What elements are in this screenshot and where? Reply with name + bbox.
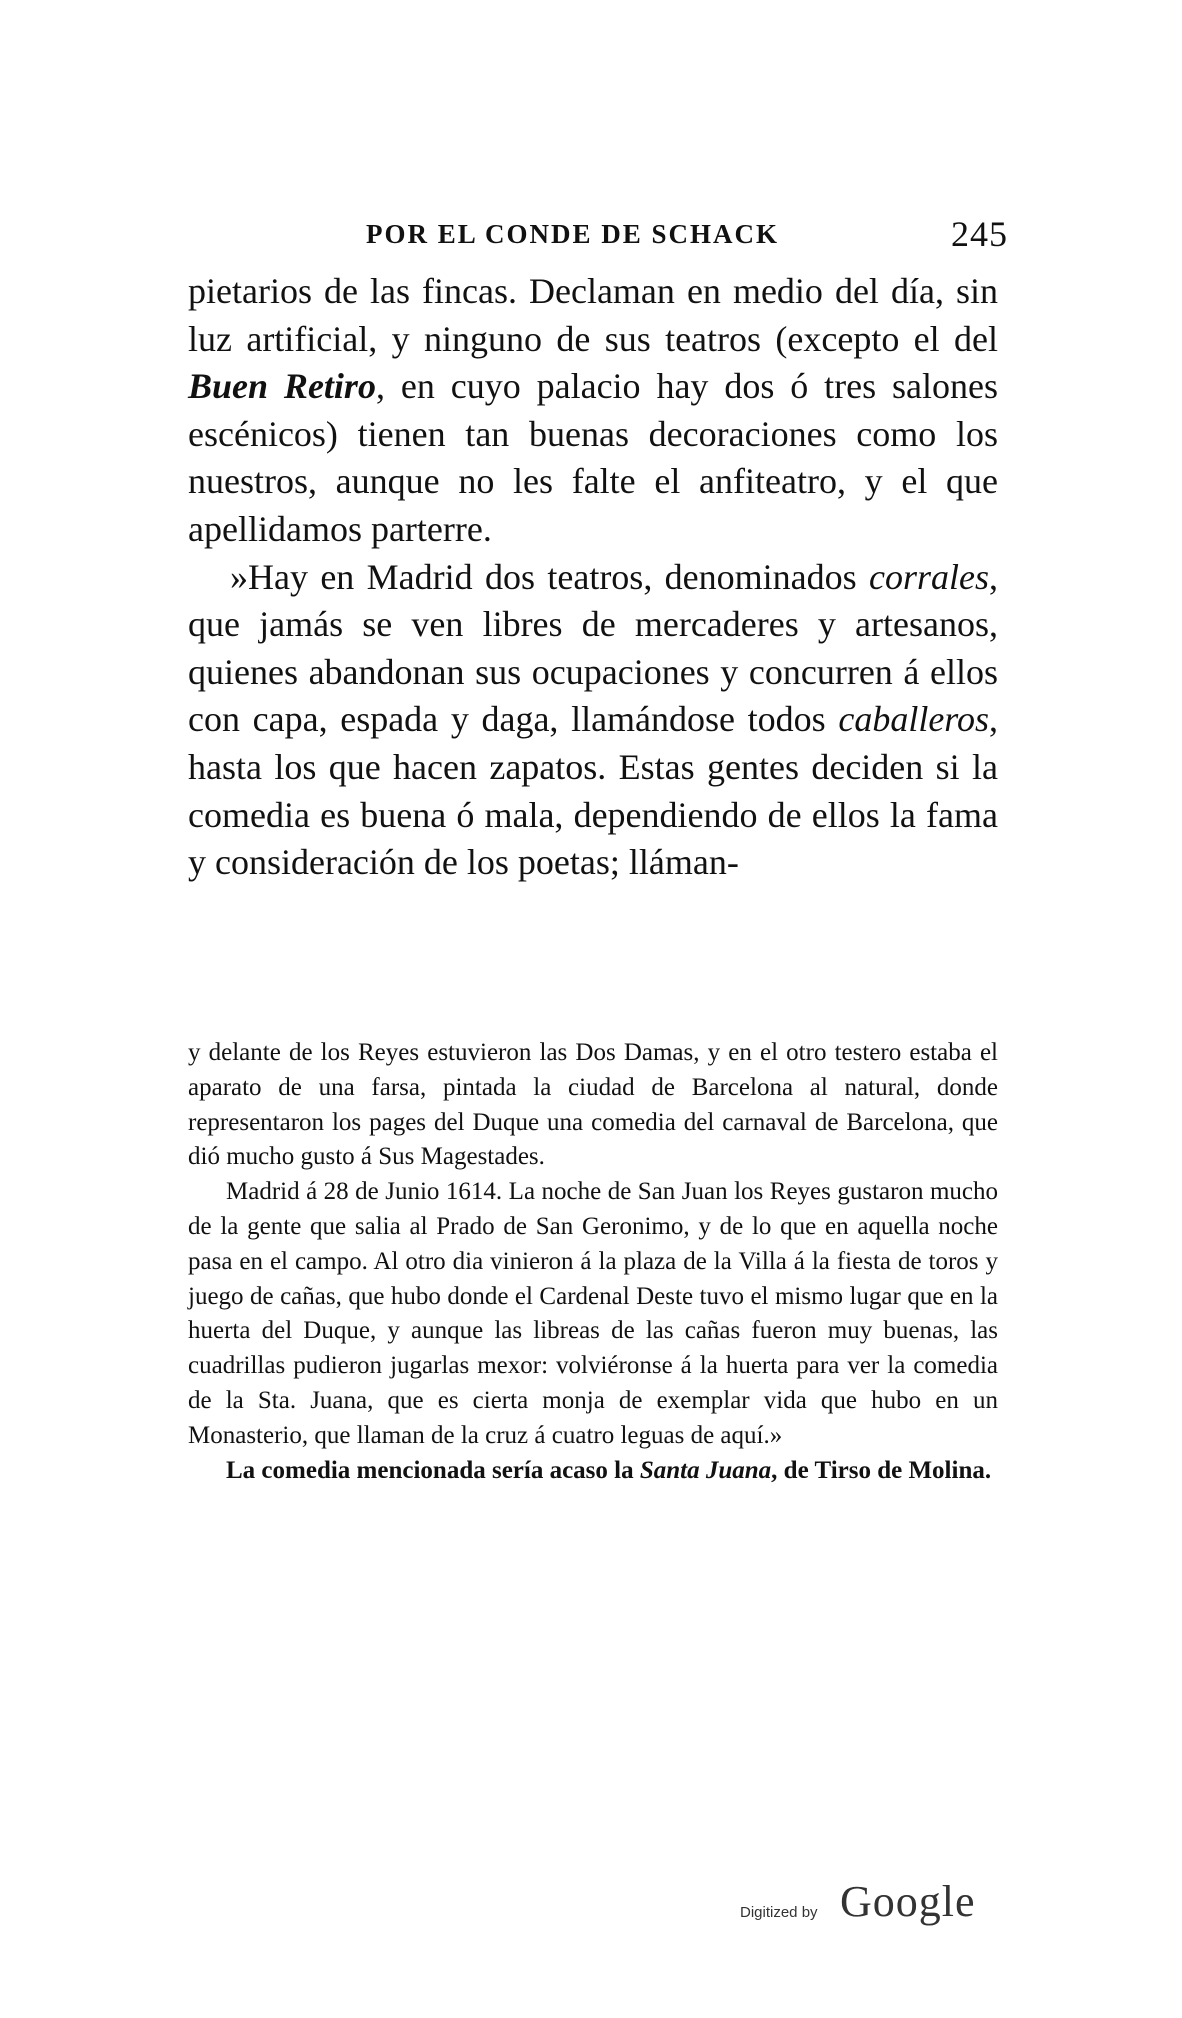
- main-text: [188, 268, 998, 887]
- running-title: POR EL CONDE DE SCHACK: [366, 219, 780, 249]
- footnote-italic-title: Santa Juana: [639, 1456, 772, 1484]
- running-head: [188, 215, 1008, 255]
- paragraph-2-text-b: , que jamás se ven libres de mercaderes y artesanos, quienes abandonan sus ocupaciones y concurren á ellos con capa, espada y daga, llamándose todos: [188, 556, 998, 740]
- digitized-watermark: [740, 1877, 1010, 1930]
- paragraph-1-text-a: pietarios de las fincas. Declaman en medio del día, sin luz artificial, y ninguno de sus teatros (excepto el del: [188, 271, 998, 359]
- footnote-paragraph-2: Madrid á 28 de Junio 1614. La noche de San Juan los Reyes gustaron mucho de la gente que salia al Prado de San Geronimo, y de lo que en aquella noche pasa en el campo. Al otro dia vinieron á la plaza de la Villa á la fiesta de toros y juego de cañas, que hubo donde el Cardenal Deste tuvo el mismo lugar que en la huerta del Duque, y aunque las libreas de las cañas fueron muy buenas, las cuadrillas pudieron jugarlas mexor: volviéronse á la huerta para ver la comedia de la Sta. Juana, que es cierta monja de exemplar vida que hubo en un Monasterio, que llaman de la cruz á cuatro leguas de aquí.»: [188, 1178, 998, 1449]
- paragraph-2-text-c: , hasta los que hacen zapatos. Estas gentes deciden si la comedia es buena ó mala, dependiendo de ellos la fama y consideración de los poetas; lláman-: [188, 699, 998, 883]
- paragraph-2-italic-caballeros: caballeros: [838, 699, 989, 740]
- paragraph-1-italic-title: Buen Retiro: [188, 366, 376, 407]
- footnote-paragraph-3-text-b: , de Tirso de Molina.: [771, 1456, 992, 1484]
- paragraph-2: [188, 554, 998, 887]
- footnote-paragraph-3: [188, 1454, 998, 1489]
- page-number: 245: [951, 214, 1008, 254]
- watermark-prefix: Digitized by: [740, 1904, 818, 1921]
- footnote-paragraph-3-text-a: La comedia mencionada sería acaso la: [226, 1456, 640, 1484]
- paragraph-1: [188, 268, 998, 554]
- google-logo: Google: [840, 1877, 976, 1926]
- paragraph-2-italic-corrales: corrales: [869, 556, 989, 597]
- paragraph-1-text-b: , en cuyo palacio hay dos ó tres salones escénicos) tienen tan buenas decoraciones como los nuestros, aunque no les falte el anfiteatro, y el que apellidamos parterre.: [188, 366, 999, 549]
- paragraph-2-text-a: »Hay en Madrid dos teatros, denominados: [230, 556, 869, 597]
- footnote-block: [188, 1036, 998, 1488]
- footnote-paragraph-1: y delante de los Reyes estuvieron las Dos Damas, y en el otro testero estaba el aparato de una farsa, pintada la ciudad de Barcelona al natural, donde representaron los pages del Duque una comedia del carnaval de Barcelona, que dió mucho gusto á Sus Magestades.: [188, 1039, 998, 1171]
